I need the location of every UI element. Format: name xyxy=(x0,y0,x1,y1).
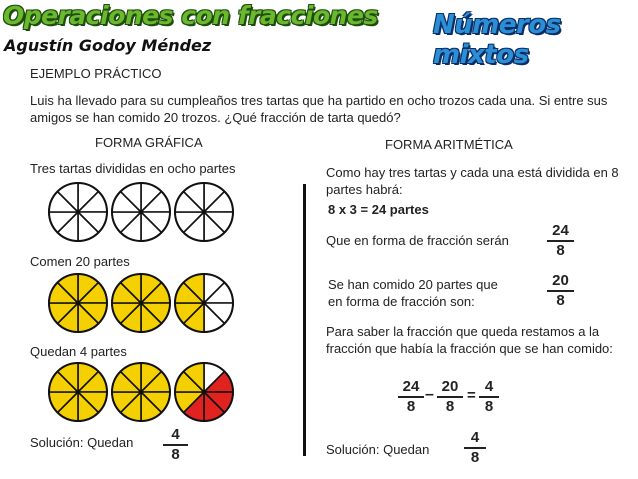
fraction-text: Que en forma de fracción serán xyxy=(326,233,509,248)
equals-sign: = xyxy=(467,387,476,404)
eaten-text: Se han comido 20 partes que en forma de fracción son: xyxy=(328,277,498,309)
step-divided: Tres tartas divididas en ocho partes xyxy=(30,161,236,176)
graphic-solution-fraction: 4 8 xyxy=(163,427,188,463)
pie-3-3 xyxy=(175,363,233,421)
arithmetic-solution-fraction: 4 8 xyxy=(464,430,486,466)
graphic-heading: FORMA GRÁFICA xyxy=(95,135,203,150)
arithmetic-solution-label: Solución: Quedan xyxy=(326,442,430,457)
author-name: Agustín Godoy Méndez xyxy=(4,36,212,55)
arithmetic-intro: Como hay tres tartas y cada una está dividida en 8 partes habrá: xyxy=(326,165,619,197)
minus-sign: – xyxy=(425,386,434,403)
pie-2-2 xyxy=(112,274,170,332)
pie-2-3 xyxy=(175,274,233,332)
column-divider xyxy=(303,184,306,456)
equation-fraction-c: 4 8 xyxy=(479,379,499,415)
pie-1-2 xyxy=(112,183,170,241)
topic-badge: Números mixtos xyxy=(433,10,561,70)
section-label: EJEMPLO PRÁCTICO xyxy=(30,66,162,81)
multiplication-line: 8 x 3 = 24 partes xyxy=(328,202,429,217)
pie-2-1 xyxy=(49,274,107,332)
graphic-solution-label: Solución: Quedan xyxy=(30,435,134,450)
arithmetic-heading: FORMA ARITMÉTICA xyxy=(385,137,513,152)
page-title: Operaciones con fracciones xyxy=(3,1,378,30)
pie-3-2 xyxy=(112,363,170,421)
fraction-20-8: 20 8 xyxy=(547,273,574,309)
pie-1-3 xyxy=(175,183,233,241)
problem-statement: Luis ha llevado para su cumpleaños tres tartas que ha partido en ocho trozos cada una. Si entre sus amigos se han comido 20 trozos. ¿Qué fracción de tarta quedó? xyxy=(30,93,608,125)
pie-3-1 xyxy=(49,363,107,421)
equation-fraction-b: 20 8 xyxy=(437,379,463,415)
equation-fraction-a: 24 8 xyxy=(398,379,424,415)
step-eaten: Comen 20 partes xyxy=(30,254,130,269)
step-remaining: Quedan 4 partes xyxy=(30,344,127,359)
pie-1-1 xyxy=(49,183,107,241)
subtract-text: Para saber la fracción que queda restamos a la fracción que había la fracción que se han comido: xyxy=(326,324,613,356)
fraction-24-8: 24 8 xyxy=(547,223,574,259)
